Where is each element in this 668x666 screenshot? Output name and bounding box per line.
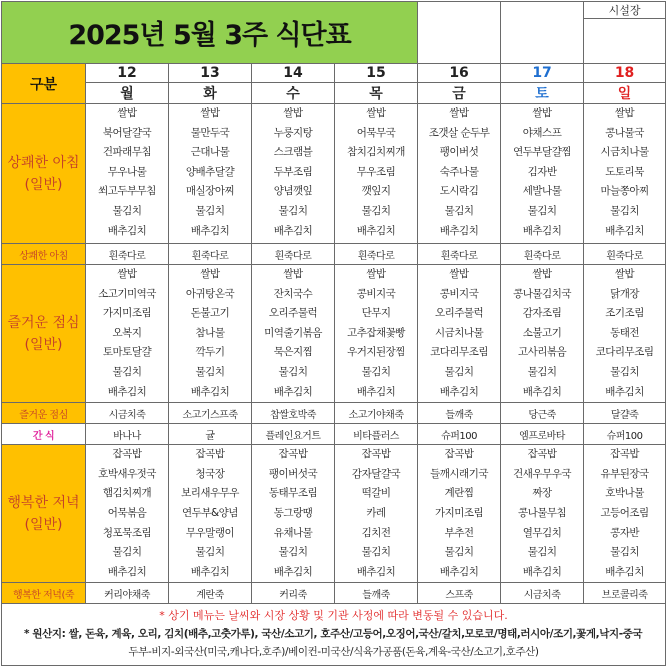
menu-item: 감자조림 <box>522 307 562 320</box>
menu-item: 잡곡밥 <box>112 448 142 461</box>
snack-cell: 슈퍼100 <box>418 424 501 445</box>
snack-cell: 엠프로바타 <box>501 424 584 445</box>
sign-label: 시설장 <box>584 2 666 19</box>
menu-item: 호박나물 <box>605 487 644 500</box>
menu-item: 세발나물 <box>522 185 562 198</box>
day-cell-saturday: 토 <box>501 83 584 104</box>
menu-item: 물김치 <box>527 204 557 217</box>
day-cell-sunday: 일 <box>584 83 666 104</box>
porridge-cell: 시금치죽 <box>501 583 584 604</box>
dinner-day-cell <box>418 445 501 583</box>
menu-item: 배추김치 <box>190 565 230 578</box>
notes-origin: * 원산지: 쌀, 돈육, 계육, 오리, 김치(배추,고춧가루), 국산/소고기, 호주산/고등어,오징어,국산/갈치,모로코/명태,러시아/조기,꽃게,낙지-중국 <box>24 628 643 641</box>
menu-item: 물김치 <box>527 546 557 559</box>
day-cell: 월 <box>86 83 169 104</box>
menu-item: 쌀밥 <box>283 107 303 119</box>
menu-item: 호박새우젓국 <box>98 467 156 480</box>
menu-item: 물김치 <box>112 546 142 559</box>
porridge-cell: 계란죽 <box>169 583 252 604</box>
menu-item: 양배추달걀 <box>185 165 235 178</box>
porridge-cell: 소고기야채죽 <box>335 403 418 424</box>
menu-item: 쌀밥 <box>366 107 386 119</box>
menu-item: 물김치 <box>278 546 308 559</box>
breakfast-day-cell <box>584 104 666 244</box>
porridge-cell: 브로콜리죽 <box>584 583 666 604</box>
date-cell: 13 <box>169 64 252 83</box>
menu-item: 쐬고두부무침 <box>98 185 156 198</box>
date-cell-saturday: 17 <box>501 64 584 83</box>
menu-item: 김치전 <box>361 526 391 539</box>
lunch-porridge-label: 즐거운 점심 <box>2 403 86 424</box>
porridge-cell: 흰죽다로 <box>335 244 418 265</box>
gubun-label: 구분 <box>2 64 86 104</box>
menu-item: 묵은지찜 <box>273 346 313 359</box>
dinner-label: 행복한 저녁(일반) <box>2 445 86 583</box>
menu-item: 쌀밥 <box>449 107 469 119</box>
menu-item: 배추김치 <box>439 565 479 578</box>
notes-cell <box>2 604 666 666</box>
menu-item: 물김치 <box>444 365 474 378</box>
menu-item: 콩비지국 <box>356 287 396 300</box>
menu-item: 배추김치 <box>439 224 479 237</box>
snack-cell: 슈퍼100 <box>584 424 666 445</box>
porridge-cell: 흰죽다로 <box>584 244 666 265</box>
menu-item: 돈불고기 <box>190 307 230 320</box>
menu-item: 무우말랭이 <box>185 526 235 539</box>
menu-item: 토마토달걀 <box>102 346 152 359</box>
menu-item: 닭개장 <box>610 287 640 300</box>
menu-item: 감자달걀국 <box>351 467 401 480</box>
menu-item: 배추김치 <box>273 565 313 578</box>
menu-item: 물김치 <box>361 546 391 559</box>
menu-item: 동그랑땡 <box>273 506 313 519</box>
menu-item: 청국장 <box>195 467 225 480</box>
menu-item: 배추김치 <box>107 565 147 578</box>
menu-item: 시금치나물 <box>600 146 649 159</box>
menu-item: 참치김치찌개 <box>347 146 405 159</box>
snack-label: 간 식 <box>2 424 86 445</box>
menu-item: 북어달걀국 <box>102 126 152 139</box>
menu-item: 콩나물김치국 <box>513 287 571 300</box>
snack-cell: 비타플러스 <box>335 424 418 445</box>
dinner-day-cell <box>169 445 252 583</box>
dinner-row <box>2 445 666 583</box>
sign-box <box>584 19 666 64</box>
menu-item: 물김치 <box>278 365 308 378</box>
menu-item: 건파래무침 <box>102 146 152 159</box>
lunch-day-cell <box>501 265 584 403</box>
menu-item: 들깨시래기국 <box>430 467 488 480</box>
menu-table <box>1 1 666 666</box>
porridge-cell: 시금치죽 <box>86 403 169 424</box>
lunch-day-cell <box>335 265 418 403</box>
menu-item: 배추김치 <box>522 385 562 398</box>
date-cell-sunday: 18 <box>584 64 666 83</box>
menu-item: 배추김치 <box>522 565 562 578</box>
porridge-cell: 흰죽다로 <box>418 244 501 265</box>
menu-item: 우거지된장찜 <box>347 346 405 359</box>
menu-item: 고사리볶음 <box>517 346 567 359</box>
menu-item: 쌀밥 <box>117 107 137 119</box>
menu-item: 깻잎지 <box>361 185 391 198</box>
menu-item: 물만두국 <box>190 126 230 139</box>
menu-item: 소고기미역국 <box>98 287 156 300</box>
menu-item: 부추전 <box>444 526 474 539</box>
menu-item: 코다리무조림 <box>430 346 488 359</box>
notes-origin-extra: 두부-비지-외국산(미국,캐나다,호주)/베이컨-미국산/식육가공품(돈육,계육-국산/소고기,호주산) <box>128 646 539 659</box>
lunch-day-cell <box>418 265 501 403</box>
porridge-cell: 찹쌀호박죽 <box>252 403 335 424</box>
page-title: 2025년 5월 3주 식단표 <box>2 2 418 64</box>
menu-item: 쌀밥 <box>117 268 137 280</box>
day-cell: 목 <box>335 83 418 104</box>
dinner-day-cell <box>252 445 335 583</box>
menu-item: 배추김치 <box>356 565 396 578</box>
menu-item: 햄김치찌개 <box>102 487 152 500</box>
menu-item: 미역줄기볶음 <box>264 326 322 339</box>
menu-item: 스크램블 <box>273 146 313 159</box>
menu-item: 연두부달걀찜 <box>513 146 571 159</box>
menu-item: 물김치 <box>610 204 640 217</box>
breakfast-porridge-row <box>2 244 666 265</box>
menu-item: 배추김치 <box>356 224 396 237</box>
menu-item: 쌀밥 <box>200 268 220 280</box>
blank-cell <box>418 2 501 64</box>
menu-item: 마늘쫑아찌 <box>600 185 649 198</box>
snack-cell: 귤 <box>169 424 252 445</box>
menu-item: 잡곡밥 <box>444 448 474 461</box>
menu-item: 짜장 <box>532 487 552 500</box>
menu-item: 쌀밥 <box>200 107 220 119</box>
menu-item: 쌀밥 <box>449 268 469 280</box>
menu-item: 물김치 <box>610 546 640 559</box>
menu-item: 유부된장국 <box>600 467 649 480</box>
porridge-cell: 흰죽다로 <box>169 244 252 265</box>
menu-item: 카레 <box>366 506 386 519</box>
blank-cell-2 <box>501 2 584 64</box>
menu-item: 아귀탕온국 <box>185 287 235 300</box>
menu-item: 동태무조림 <box>268 487 318 500</box>
porridge-cell: 소고기스프죽 <box>169 403 252 424</box>
date-cell: 14 <box>252 64 335 83</box>
menu-item: 잡곡밥 <box>527 448 557 461</box>
menu-item: 숙주나물 <box>439 165 479 178</box>
menu-item: 어묵무국 <box>356 126 396 139</box>
menu-item: 유채나물 <box>273 526 313 539</box>
menu-item: 물김치 <box>195 204 225 217</box>
menu-item: 팽이버섯국 <box>268 467 318 480</box>
menu-item: 배추김치 <box>190 224 230 237</box>
date-cell: 15 <box>335 64 418 83</box>
lunch-day-cell <box>584 265 666 403</box>
lunch-day-cell <box>169 265 252 403</box>
menu-item: 배추김치 <box>356 385 396 398</box>
menu-item: 고추잡채꽃빵 <box>347 326 405 339</box>
menu-item: 가지미조림 <box>434 506 484 519</box>
porridge-cell: 흰죽다로 <box>501 244 584 265</box>
menu-item: 도시락김 <box>439 185 479 198</box>
menu-item: 조기조림 <box>605 307 644 320</box>
dinner-porridge-label: 행복한 저녁(죽 <box>2 583 86 604</box>
snack-row <box>2 424 666 445</box>
menu-item: 야채스프 <box>522 126 562 139</box>
snack-cell: 플레인요거트 <box>252 424 335 445</box>
porridge-cell: 스프죽 <box>418 583 501 604</box>
breakfast-day-cell <box>252 104 335 244</box>
menu-item: 떡갈비 <box>361 487 391 500</box>
menu-item: 물김치 <box>444 204 474 217</box>
menu-item: 쌀밥 <box>532 268 552 280</box>
lunch-row <box>2 265 666 403</box>
menu-item: 조갯살 순두부 <box>428 126 490 139</box>
menu-item: 물김치 <box>444 546 474 559</box>
dinner-day-cell <box>501 445 584 583</box>
menu-item: 건새우무우국 <box>513 467 571 480</box>
menu-item: 보리새우무우 <box>181 487 239 500</box>
breakfast-row <box>2 104 666 244</box>
porridge-cell: 흰죽다로 <box>252 244 335 265</box>
menu-item: 쌀밥 <box>614 107 635 119</box>
menu-item: 물김치 <box>361 204 391 217</box>
day-cell: 수 <box>252 83 335 104</box>
menu-item: 코다리무조림 <box>595 346 654 359</box>
menu-item: 무우조림 <box>356 165 396 178</box>
lunch-porridge-row <box>2 403 666 424</box>
menu-item: 배추김치 <box>605 565 644 578</box>
menu-item: 참나물 <box>195 326 225 339</box>
dinner-day-cell <box>86 445 169 583</box>
menu-item: 물김치 <box>610 365 640 378</box>
porridge-cell: 흰죽다로 <box>86 244 169 265</box>
menu-item: 물김치 <box>195 365 225 378</box>
menu-item: 동태전 <box>610 326 640 339</box>
menu-item: 배추김치 <box>190 385 230 398</box>
breakfast-day-cell <box>169 104 252 244</box>
menu-item: 김자반 <box>527 165 557 178</box>
menu-item: 물김치 <box>278 204 308 217</box>
porridge-cell: 당근죽 <box>501 403 584 424</box>
menu-item: 단무지 <box>361 307 391 320</box>
menu-item: 배추김치 <box>439 385 479 398</box>
menu-item: 잔치국수 <box>273 287 313 300</box>
menu-item: 콩비지국 <box>439 287 479 300</box>
menu-item: 근대나물 <box>190 146 230 159</box>
date-cell: 12 <box>86 64 169 83</box>
menu-item: 오리주물럭 <box>434 307 484 320</box>
menu-item: 팽이버섯 <box>439 146 479 159</box>
dinner-day-cell <box>584 445 666 583</box>
menu-item: 도토리묵 <box>605 165 644 178</box>
menu-item: 소불고기 <box>522 326 562 339</box>
porridge-cell: 커리야채죽 <box>86 583 169 604</box>
day-cell: 화 <box>169 83 252 104</box>
menu-item: 배추김치 <box>107 385 147 398</box>
menu-item: 콩나물국 <box>605 126 644 139</box>
menu-item: 배추김치 <box>605 224 644 237</box>
menu-item: 콩나물무침 <box>517 506 567 519</box>
breakfast-label: 상쾌한 아침(일반) <box>2 104 86 244</box>
menu-item: 오복지 <box>112 326 142 339</box>
menu-item: 깍두기 <box>195 346 225 359</box>
menu-item: 잡곡밥 <box>195 448 225 461</box>
menu-item: 시금치나물 <box>434 326 484 339</box>
menu-item: 가지미조림 <box>102 307 152 320</box>
menu-item: 배추김치 <box>107 224 147 237</box>
menu-item: 열무김치 <box>522 526 562 539</box>
day-cell: 금 <box>418 83 501 104</box>
breakfast-porridge-label: 상쾌한 아침 <box>2 244 86 265</box>
menu-item: 누룽지탕 <box>273 126 313 139</box>
menu-item: 배추김치 <box>522 224 562 237</box>
menu-item: 쌀밥 <box>532 107 552 119</box>
menu-item: 매실장아찌 <box>185 185 235 198</box>
dinner-day-cell <box>335 445 418 583</box>
menu-item: 쌀밥 <box>366 268 386 280</box>
menu-item: 청포묵조림 <box>102 526 152 539</box>
porridge-cell: 달걀죽 <box>584 403 666 424</box>
menu-item: 콩자반 <box>610 526 640 539</box>
menu-item: 쌀밥 <box>614 268 635 280</box>
menu-item: 쌀밥 <box>283 268 303 280</box>
menu-item: 배추김치 <box>605 385 644 398</box>
lunch-day-cell <box>252 265 335 403</box>
menu-item: 두부조림 <box>273 165 313 178</box>
menu-item: 물김치 <box>527 365 557 378</box>
breakfast-day-cell <box>418 104 501 244</box>
lunch-label: 즐거운 점심(일반) <box>2 265 86 403</box>
menu-item: 어묵볶음 <box>107 506 147 519</box>
porridge-cell: 커리죽 <box>252 583 335 604</box>
porridge-cell: 들깨죽 <box>335 583 418 604</box>
menu-item: 배추김치 <box>273 224 313 237</box>
menu-item: 계란찜 <box>444 487 474 500</box>
notes-disclaimer: * 상기 메뉴는 날씨와 시장 상황 및 기관 사정에 따라 변동될 수 있습니다. <box>159 609 508 623</box>
menu-item: 물김치 <box>361 365 391 378</box>
menu-item: 잡곡밥 <box>361 448 391 461</box>
menu-item: 오리주물럭 <box>268 307 318 320</box>
menu-item: 잡곡밥 <box>610 448 640 461</box>
breakfast-day-cell <box>335 104 418 244</box>
menu-item: 배추김치 <box>273 385 313 398</box>
menu-sheet <box>1 1 665 659</box>
date-cell: 16 <box>418 64 501 83</box>
dinner-porridge-row <box>2 583 666 604</box>
breakfast-day-cell <box>501 104 584 244</box>
menu-item: 잡곡밥 <box>278 448 308 461</box>
snack-cell: 바나나 <box>86 424 169 445</box>
menu-item: 물김치 <box>112 365 142 378</box>
lunch-day-cell <box>86 265 169 403</box>
menu-item: 무우나물 <box>107 165 147 178</box>
menu-item: 물김치 <box>195 546 225 559</box>
porridge-cell: 들깨죽 <box>418 403 501 424</box>
breakfast-day-cell <box>86 104 169 244</box>
menu-item: 물김치 <box>112 204 142 217</box>
menu-item: 고등어조림 <box>600 506 649 519</box>
menu-item: 연두부&양념 <box>182 506 238 519</box>
menu-item: 양념깻잎 <box>273 185 313 198</box>
